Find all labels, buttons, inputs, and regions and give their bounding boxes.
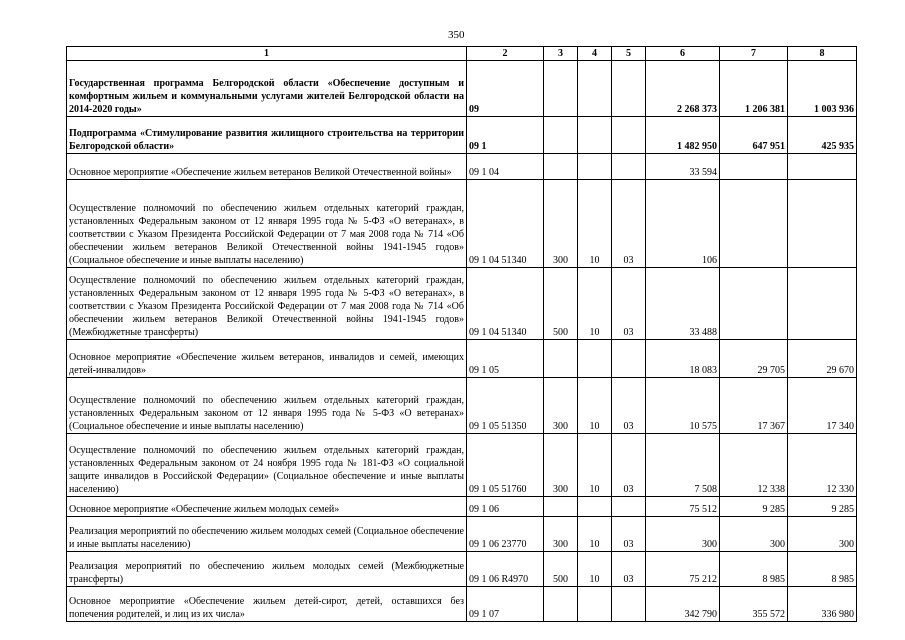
row-value-6: 33 488 [646, 268, 720, 340]
column-header: 6 [646, 47, 720, 61]
row-value-8: 9 285 [788, 497, 857, 517]
column-header: 3 [544, 47, 578, 61]
table-row [67, 340, 857, 378]
row-c3: 500 [544, 268, 578, 340]
row-value-8 [788, 180, 857, 268]
table-row [67, 434, 857, 497]
page-number: 350 [448, 29, 465, 41]
row-c3 [544, 587, 578, 622]
row-c3: 500 [544, 552, 578, 587]
row-c3 [544, 61, 578, 117]
row-c5 [612, 61, 646, 117]
table-row [67, 378, 857, 434]
row-value-8 [788, 154, 857, 180]
row-value-7 [720, 180, 788, 268]
row-value-8: 12 330 [788, 434, 857, 497]
row-value-6: 10 575 [646, 378, 720, 434]
row-c5: 03 [612, 434, 646, 497]
row-value-7: 647 951 [720, 117, 788, 154]
row-c5: 03 [612, 268, 646, 340]
row-c4 [578, 117, 612, 154]
row-value-8: 300 [788, 517, 857, 552]
row-c3 [544, 340, 578, 378]
row-value-8: 29 670 [788, 340, 857, 378]
row-code: 09 1 07 [467, 587, 544, 622]
row-code: 09 1 04 [467, 154, 544, 180]
row-value-6: 300 [646, 517, 720, 552]
row-code: 09 1 06 [467, 497, 544, 517]
row-name: Основное мероприятие «Обеспечение жильем молодых семей» [67, 497, 467, 517]
row-value-7: 8 985 [720, 552, 788, 587]
row-c4: 10 [578, 180, 612, 268]
column-header-row [67, 47, 857, 61]
row-name: Реализация мероприятий по обеспечению жильем молодых семей (Межбюджетные трансферты) [67, 552, 467, 587]
row-c5 [612, 117, 646, 154]
table-row [67, 61, 857, 117]
row-value-6: 18 083 [646, 340, 720, 378]
row-name: Осуществление полномочий по обеспечению жильем отдельных категорий граждан, установленных Федеральным законом от 12 января 1995 года № 5-ФЗ «О ветеранах», в соответствии с Указом Президента Российской Федерации от 7 мая 2008 года № 714 «Об обеспечении жильем ветеранов Великой Отечественной войны 1941-1945 годов» (Социальное обеспечение и иные выплаты населению) [67, 180, 467, 268]
row-c4 [578, 154, 612, 180]
row-c3 [544, 117, 578, 154]
row-value-6: 1 482 950 [646, 117, 720, 154]
row-value-7: 1 206 381 [720, 61, 788, 117]
row-value-7: 9 285 [720, 497, 788, 517]
row-name: Реализация мероприятий по обеспечению жильем молодых семей (Социальное обеспечение и иные выплаты населению) [67, 517, 467, 552]
row-c4: 10 [578, 517, 612, 552]
row-c5: 03 [612, 552, 646, 587]
row-c5: 03 [612, 180, 646, 268]
column-header: 2 [467, 47, 544, 61]
row-value-7: 17 367 [720, 378, 788, 434]
row-c4: 10 [578, 378, 612, 434]
row-c4 [578, 340, 612, 378]
row-c4 [578, 587, 612, 622]
column-header: 5 [612, 47, 646, 61]
row-name: Подпрограмма «Стимулирование развития жилищного строительства на территории Белгородской области» [67, 117, 467, 154]
row-value-8: 425 935 [788, 117, 857, 154]
row-value-7: 12 338 [720, 434, 788, 497]
row-code: 09 1 06 R4970 [467, 552, 544, 587]
row-code: 09 1 05 [467, 340, 544, 378]
table-row [67, 154, 857, 180]
row-value-8: 8 985 [788, 552, 857, 587]
table-row [67, 117, 857, 154]
row-name: Основное мероприятие «Обеспечение жильем детей-сирот, детей, оставшихся без попечения родителей, и лиц из их числа» [67, 587, 467, 622]
row-code: 09 1 04 51340 [467, 180, 544, 268]
row-c4: 10 [578, 434, 612, 497]
row-value-8: 17 340 [788, 378, 857, 434]
row-value-7 [720, 154, 788, 180]
row-c3: 300 [544, 434, 578, 497]
row-value-6: 33 594 [646, 154, 720, 180]
row-value-6: 342 790 [646, 587, 720, 622]
row-c3: 300 [544, 378, 578, 434]
row-c5 [612, 340, 646, 378]
row-value-8: 336 980 [788, 587, 857, 622]
row-c4: 10 [578, 268, 612, 340]
row-value-7: 355 572 [720, 587, 788, 622]
row-code: 09 1 05 51760 [467, 434, 544, 497]
row-code: 09 [467, 61, 544, 117]
row-name: Осуществление полномочий по обеспечению жильем отдельных категорий граждан, установленных Федеральным законом от 24 ноября 1995 года № 181-ФЗ «О социальной защите инвалидов в Российской Федерации» (Социальное обеспечение и иные выплаты населению) [67, 434, 467, 497]
row-c5: 03 [612, 517, 646, 552]
table-row [67, 552, 857, 587]
column-header: 8 [788, 47, 857, 61]
row-value-6: 2 268 373 [646, 61, 720, 117]
column-header: 7 [720, 47, 788, 61]
row-code: 09 1 04 51340 [467, 268, 544, 340]
table-row [67, 268, 857, 340]
row-c3 [544, 154, 578, 180]
row-c4 [578, 497, 612, 517]
column-header: 4 [578, 47, 612, 61]
row-value-6: 75 212 [646, 552, 720, 587]
row-c5: 03 [612, 378, 646, 434]
table-row [67, 497, 857, 517]
row-c3 [544, 497, 578, 517]
row-name: Осуществление полномочий по обеспечению жильем отдельных категорий граждан, установленных Федеральным законом от 12 января 1995 года № 5-ФЗ «О ветеранах», в соответствии с Указом Президента Российской Федерации от 7 мая 2008 года № 714 «Об обеспечении жильем ветеранов Великой Отечественной войны 1941-1945 годов» (Межбюджетные трансферты) [67, 268, 467, 340]
row-c4 [578, 61, 612, 117]
row-c3: 300 [544, 180, 578, 268]
row-value-6: 75 512 [646, 497, 720, 517]
row-name: Основное мероприятие «Обеспечение жильем ветеранов, инвалидов и семей, имеющих детей-инвалидов» [67, 340, 467, 378]
row-c5 [612, 154, 646, 180]
row-value-8: 1 003 936 [788, 61, 857, 117]
row-name: Основное мероприятие «Обеспечение жильем ветеранов Великой Отечественной войны» [67, 154, 467, 180]
row-code: 09 1 [467, 117, 544, 154]
row-c3: 300 [544, 517, 578, 552]
row-value-7: 29 705 [720, 340, 788, 378]
row-value-8 [788, 268, 857, 340]
row-value-6: 7 508 [646, 434, 720, 497]
row-value-6: 106 [646, 180, 720, 268]
row-value-7 [720, 268, 788, 340]
column-header: 1 [67, 47, 467, 61]
row-c5 [612, 587, 646, 622]
row-name: Государственная программа Белгородской области «Обеспечение доступным и комфортным жильем и коммунальными услугами жителей Белгородской области на 2014-2020 годы» [67, 61, 467, 117]
table-row [67, 180, 857, 268]
row-name: Осуществление полномочий по обеспечению жильем отдельных категорий граждан, установленных Федеральным законом от 12 января 1995 года № 5-ФЗ «О ветеранах» (Социальное обеспечение и иные выплаты населению) [67, 378, 467, 434]
table-row [67, 587, 857, 622]
row-code: 09 1 05 51350 [467, 378, 544, 434]
row-c4: 10 [578, 552, 612, 587]
row-code: 09 1 06 23770 [467, 517, 544, 552]
row-value-7: 300 [720, 517, 788, 552]
budget-table [66, 46, 857, 622]
row-c5 [612, 497, 646, 517]
table-row [67, 517, 857, 552]
